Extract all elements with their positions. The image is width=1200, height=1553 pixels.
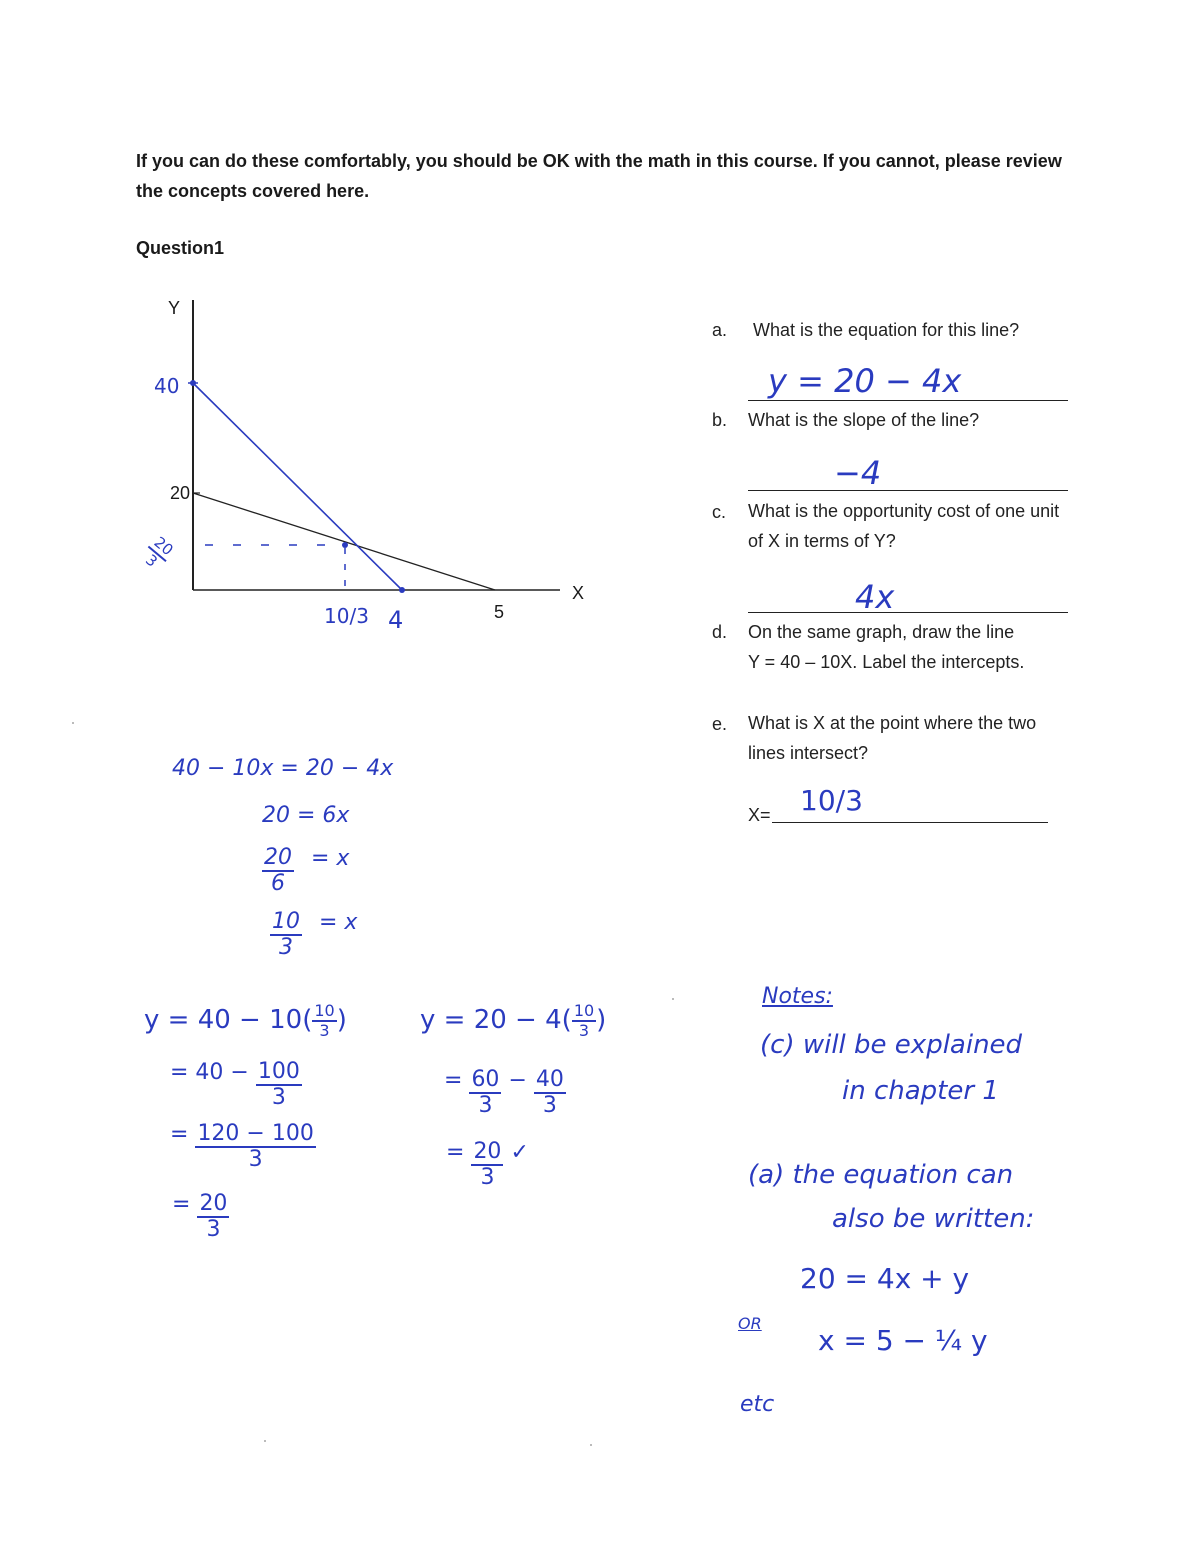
notes-eq1: 20 = 4x + y [800,1262,970,1295]
notes-eq2: x = 5 − ¼ y [818,1324,988,1357]
work-y1-step1-num: 100 [256,1060,302,1086]
work-y2-step1-prefix: = [444,1068,463,1093]
work-y2-step2-num: 20 [471,1140,503,1166]
work-y1-step1-den: 3 [271,1085,286,1111]
handwritten-line [193,383,402,590]
q-c-text-2: of X in terms of Y? [748,531,896,551]
work-y1-head-num: 10 [314,1001,335,1020]
work-left-line4 [270,910,357,960]
work-y2-step2-den: 3 [480,1165,495,1191]
work-left-line2: 20 = 6x [262,803,350,828]
q-c-letter: c. [712,502,727,522]
work-left-line4-num: 10 [270,910,302,936]
work-y1-step3-num: 20 [197,1192,229,1218]
work-y2-step1-num-a: 60 [469,1068,501,1094]
y-axis-label: Y [168,298,181,318]
work-left-line3-num: 20 [262,846,294,872]
q-b-answer: −4 [834,454,882,492]
notes-c-line2: in chapter 1 [842,1076,999,1106]
x-axis-label: X [572,583,585,603]
x-tick-frac: 10/3 [324,604,369,628]
work-left-line1: 40 − 10x = 20 − 4x [172,756,394,781]
q-a-answer: y = 20 − 4x [768,362,962,400]
x-tick-4: 4 [388,606,404,634]
scan-speck [590,1444,592,1446]
work-y1-step3-prefix: = [172,1192,191,1217]
work-y1-head-text: y = 40 − 10 [144,1005,303,1036]
work-y2-head-num: 10 [573,1001,595,1020]
x-tick-5: 5 [494,602,505,622]
work-y2-head: y = 20 − 4( $\frac{10}{3}$ ) [420,1001,607,1040]
work-y2-head-text: y = 20 − 4 [420,1005,562,1036]
work-left-line3 [262,846,349,896]
q-b-text: What is the slope of the line? [748,410,980,430]
notes-title: Notes: [762,984,833,1009]
y-tick-20: 20 [170,483,191,503]
work-y1-step3-den: 3 [206,1217,221,1243]
scan-speck [672,998,674,1000]
work-y2-step1-num-b: 40 [534,1068,566,1094]
q-e-text-2: lines intersect? [748,743,869,763]
work-y1-step1 [170,1060,302,1110]
printed-line [193,493,495,590]
notes-or: OR [738,1314,762,1333]
work-y1-step1-prefix: = 40 − [170,1060,249,1085]
q-e-text-1: What is X at the point where the two [748,713,1037,733]
work-y1-step2-den: 3 [248,1147,263,1173]
work-y2-step2-prefix: = [446,1140,465,1165]
q-d-letter: d. [712,622,728,642]
q-e-x-label: X= [748,805,771,825]
work-y1-step2 [170,1122,316,1172]
work-y2-step1-den-a: 3 [478,1093,493,1119]
work-y2-step1-den-b: 3 [542,1093,557,1119]
graph [130,290,610,650]
intersection-point [342,542,348,548]
notes-a-line2: also be written: [832,1204,1035,1234]
work-left-line3-rhs: = x [311,846,350,871]
q-d-text-1: On the same graph, draw the line [748,622,1015,642]
work-y2-step1-minus: − [508,1068,527,1093]
scan-speck [72,722,74,724]
y-tick-frac-den: 3 [142,550,162,571]
q-c-answer: 4x [855,578,895,616]
q-c-answer-line [748,612,1068,613]
work-y1-head: y = 40 − 10( $\frac{10}{3}$ ) [144,1001,347,1040]
work-y2-head-den: 3 [578,1020,590,1040]
work-left-line4-rhs: = x [319,910,358,935]
notes-a-line1: (a) the equation can [748,1160,1014,1190]
work-y1-step3 [172,1192,229,1242]
q-e-answer-line [772,822,1048,823]
notes-c-line1: (c) will be explained [760,1030,1023,1060]
work-y1-step2-num: 120 − 100 [195,1122,315,1148]
q-a-letter: a. [712,320,728,340]
work-y1-head-den: 3 [319,1020,330,1040]
q-b-letter: b. [712,410,728,430]
check-mark-icon: ✓ [510,1140,529,1165]
q-d-text-2: Y = 40 – 10X. Label the intercepts. [748,652,1025,672]
q-a-answer-line [748,400,1068,401]
intro-text: If you can do these comfortably, you should be OK with the math in this course. If you cannot, please review the concepts covered here. [136,151,1062,201]
notes-etc: etc [740,1392,775,1417]
work-left-line3-den: 6 [271,871,285,897]
work-y1-step2-prefix: = [170,1122,189,1147]
q-b-answer-line [748,490,1068,491]
q-c-text-1: What is the opportunity cost of one unit [748,501,1060,521]
q-e-letter: e. [712,714,728,734]
work-y2-step1 [444,1068,566,1118]
q-e-answer: 10/3 [800,784,863,817]
x-intercept-point [399,587,405,593]
y-tick-40: 40 [154,374,180,398]
scan-speck [264,1440,266,1442]
question-title: Question1 [136,238,225,258]
q-a-text: What is the equation for this line? [753,320,1020,340]
work-left-line4-den: 3 [279,935,293,961]
y-tick-frac-num: 20 [148,533,178,562]
work-y2-step2 [446,1140,529,1190]
